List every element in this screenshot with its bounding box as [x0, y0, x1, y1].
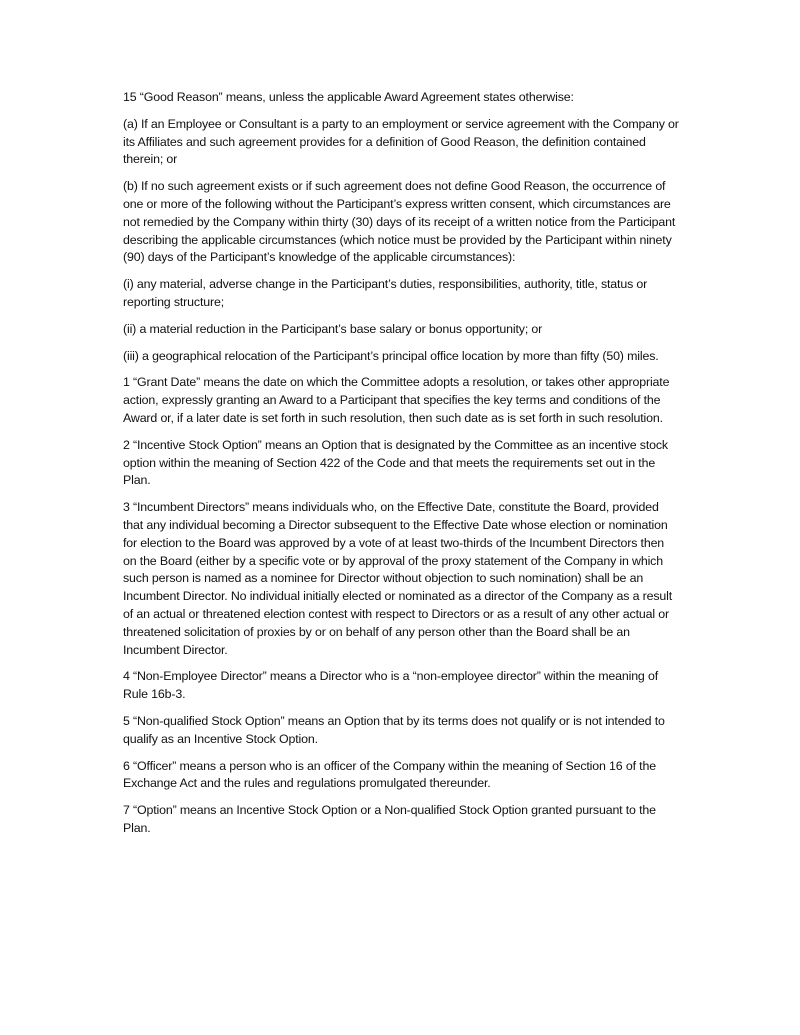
definition-incumbent-directors: 3 “Incumbent Directors” means individuals who, on the Effective Date, constitute the Board, provided that any individual becoming a Director subsequent to the Effective Date whose election or nomination for election to the Board was approved by a vote of at least two-thirds of the Incumbent Directors then on the Board (either by a specific vote or by approval of the proxy statement of the Company in which such person is named as a nominee for Director without objection to such nomination) shall be an Incumbent Director. No individual initially elected or nominated as a director of the Company as a result of an actual or threatened election contest with respect to Directors or as a result of any other actual or threatened solicitation of proxies by or on behalf of any person other than the Board shall be an Incumbent Director. [123, 500, 672, 657]
good-reason-clause-b: (b) If no such agreement exists or if such agreement does not define Good Reason, the occurrence of one or more of the following without the Participant’s express written consent, which circumstances are not remedied by the Company within thirty (30) days of its receipt of a written notice from the Participant describing the applicable circumstances (which notice must be provided by the Participant within ninety (90) days of the Participant’s knowledge of the applicable circumstances): [123, 179, 676, 265]
good-reason-item-i: (i) any material, adverse change in the Participant’s duties, responsibilities, authority, title, status or reporting structure; [123, 277, 648, 309]
definition-incentive-stock-option: 2 “Incentive Stock Option” means an Option that is designated by the Committee as an incentive stock option within the meaning of Section 422 of the Code and that meets the requirements set out in the Plan. [123, 437, 668, 488]
good-reason-item-ii: (ii) a material reduction in the Participant’s base salary or bonus opportunity; or [123, 321, 543, 336]
definition-grant-date: 1 “Grant Date” means the date on which the Committee adopts a resolution, or takes other appropriate action, expressly granting an Award to a Participant that specifies the key terms and conditions of the Award or, if a later date is set forth in such resolution, then such date as is set forth in such resolution. [123, 375, 670, 425]
document-body [123, 89, 679, 847]
good-reason-item-iii: (iii) a geographical relocation of the Participant’s principal office location by more than fifty (50) miles. [123, 348, 659, 363]
definition-officer: 6 “Officer” means a person who is an officer of the Company within the meaning of Section 16 of the Exchange Act and the rules and regulations promulgated thereunder. [123, 758, 656, 791]
definition-option: 7 “Option” means an Incentive Stock Option or a Non-qualified Stock Option granted pursuant to the Plan. [123, 803, 656, 835]
definition-non-employee-director: 4 “Non-Employee Director” means a Director who is a “non-employee director” within the meaning of Rule 16b-3. [123, 669, 659, 702]
definition-good-reason: 15 “Good Reason” means, unless the applicable Award Agreement states otherwise: [123, 90, 574, 104]
good-reason-clause-a: (a) If an Employee or Consultant is a party to an employment or service agreement with the Company or its Affiliates and such agreement provides for a definition of Good Reason, the definition contained therein; or [123, 116, 679, 167]
definition-non-qualified-stock-option: 5 “Non-qualified Stock Option” means an Option that by its terms does not qualify or is not intended to qualify as an Incentive Stock Option. [123, 713, 665, 746]
